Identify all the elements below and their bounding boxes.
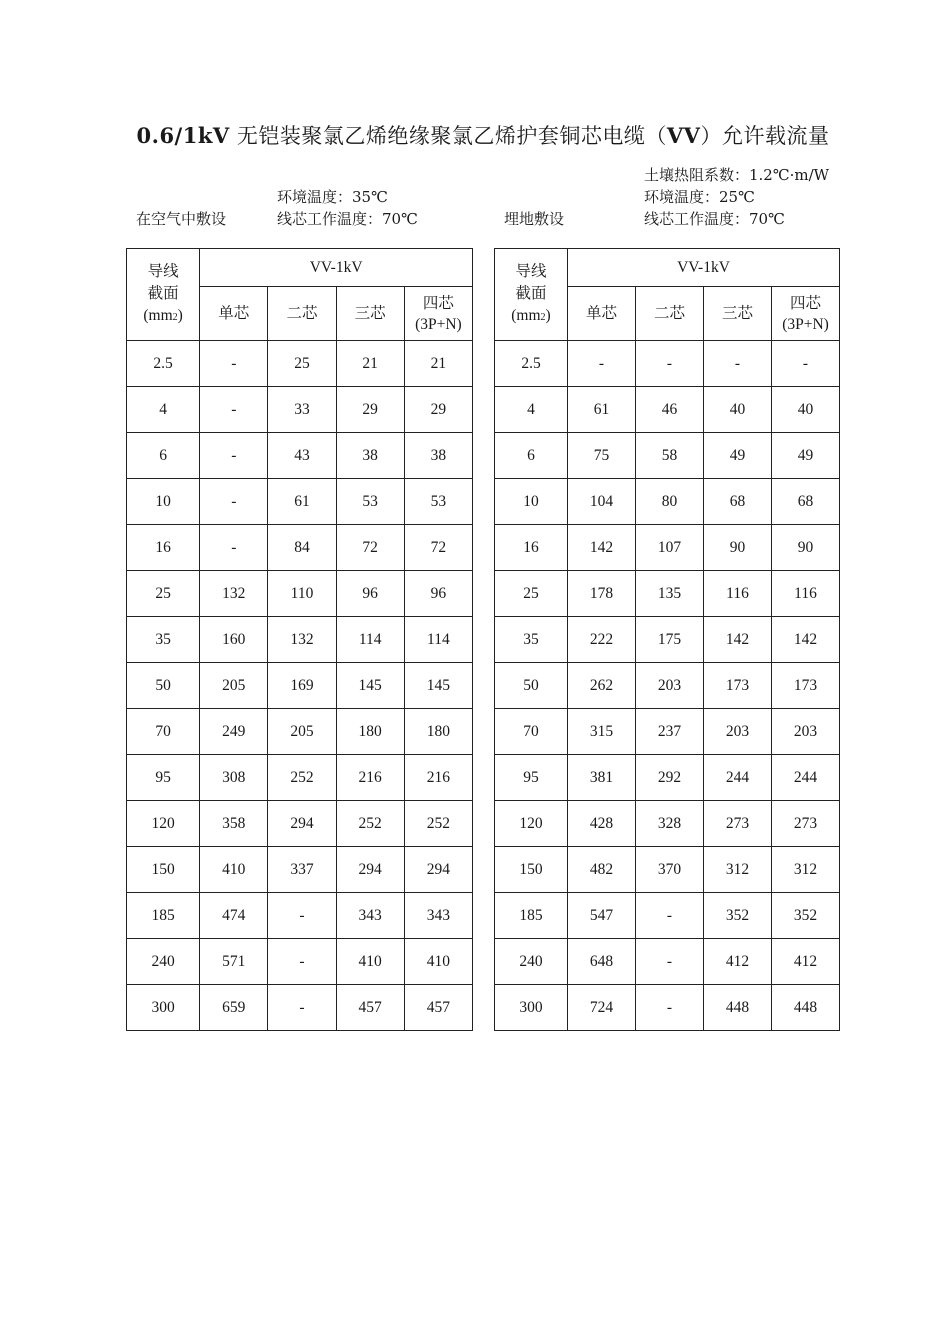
ampacity-cell: 104 [568, 479, 636, 525]
ampacity-cell: 29 [336, 387, 404, 433]
ampacity-cell: 29 [404, 387, 472, 433]
ampacity-cell: 142 [568, 525, 636, 571]
ampacity-cell: 68 [772, 479, 840, 525]
ampacity-cell: 175 [636, 617, 704, 663]
ampacity-cell: - [636, 341, 704, 387]
size-cell: 120 [127, 801, 200, 847]
ampacity-cell: 244 [772, 755, 840, 801]
size-cell: 240 [495, 939, 568, 985]
ampacity-cell: 252 [404, 801, 472, 847]
ampacity-cell: 145 [336, 663, 404, 709]
ampacity-cell: 43 [268, 433, 336, 479]
ampacity-cell: 90 [772, 525, 840, 571]
ground-core-temp: 线芯工作温度：70℃ [644, 210, 785, 228]
ampacity-cell: 292 [636, 755, 704, 801]
ampacity-cell: 80 [636, 479, 704, 525]
ampacity-cell: - [200, 525, 268, 571]
ampacity-cell: 46 [636, 387, 704, 433]
ampacity-cell: 203 [772, 709, 840, 755]
ampacity-cell: 337 [268, 847, 336, 893]
table-row [495, 755, 840, 801]
size-cell: 4 [495, 387, 568, 433]
size-cell: 16 [495, 525, 568, 571]
ampacity-cell: 68 [704, 479, 772, 525]
ampacity-cell: 312 [772, 847, 840, 893]
ampacity-cell: 448 [704, 985, 772, 1031]
ground-table-body [495, 341, 840, 1031]
ampacity-cell: 216 [404, 755, 472, 801]
ampacity-cell: - [200, 479, 268, 525]
table-row [495, 939, 840, 985]
title-text: 无铠装聚氯乙烯绝缘聚氯乙烯护套铜芯电缆（ [229, 124, 667, 148]
air-table-body [127, 341, 473, 1031]
ampacity-cell: 114 [404, 617, 472, 663]
ampacity-cell: 180 [404, 709, 472, 755]
ampacity-cell: 410 [200, 847, 268, 893]
ground-method-label: 埋地敷设 [504, 210, 565, 228]
table-row [495, 479, 840, 525]
size-cell: 35 [127, 617, 200, 663]
ampacity-cell: 410 [336, 939, 404, 985]
ampacity-cell: 205 [200, 663, 268, 709]
ampacity-cell: 457 [404, 985, 472, 1031]
ampacity-cell: 343 [404, 893, 472, 939]
ampacity-cell: - [704, 341, 772, 387]
size-header: 导线 截面 (mm2) [495, 249, 568, 341]
ampacity-cell: 273 [772, 801, 840, 847]
ampacity-cell: 659 [200, 985, 268, 1031]
single-core-header: 单芯 [200, 287, 268, 341]
size-cell: 185 [127, 893, 200, 939]
ampacity-cell: 315 [568, 709, 636, 755]
size-header: 导线 截面 (mm2) [127, 249, 200, 341]
ampacity-cell: - [636, 939, 704, 985]
size-cell: 95 [495, 755, 568, 801]
ampacity-cell: 145 [404, 663, 472, 709]
size-cell: 35 [495, 617, 568, 663]
size-cell: 4 [127, 387, 200, 433]
ampacity-cell: 53 [404, 479, 472, 525]
ampacity-cell: 58 [636, 433, 704, 479]
ampacity-cell: - [636, 893, 704, 939]
table-row [127, 525, 473, 571]
ampacity-cell: 38 [336, 433, 404, 479]
table-row [127, 617, 473, 663]
air-method-label: 在空气中敷设 [136, 210, 227, 228]
size-cell: 10 [495, 479, 568, 525]
title-voltage: 0.6/1kV [136, 123, 230, 148]
size-cell: 25 [495, 571, 568, 617]
table-row [495, 893, 840, 939]
ampacity-cell: 142 [704, 617, 772, 663]
title-suffix: ）允许载流量 [700, 124, 830, 148]
ampacity-cell: 262 [568, 663, 636, 709]
ampacity-cell: 428 [568, 801, 636, 847]
ampacity-cell: 412 [772, 939, 840, 985]
table-row [495, 525, 840, 571]
table-row [495, 341, 840, 387]
ampacity-cell: 294 [404, 847, 472, 893]
ampacity-cell: 169 [268, 663, 336, 709]
air-ambient-temp: 环境温度：35℃ [277, 188, 388, 206]
ampacity-cell: 132 [268, 617, 336, 663]
table-row [495, 985, 840, 1031]
ground-thermal-resistivity: 土壤热阻系数：1.2℃·m/W [644, 166, 830, 184]
single-core-header: 单芯 [568, 287, 636, 341]
ampacity-cell: 160 [200, 617, 268, 663]
table-row [127, 341, 473, 387]
ampacity-cell: 216 [336, 755, 404, 801]
ampacity-cell: 724 [568, 985, 636, 1031]
ampacity-cell: 252 [336, 801, 404, 847]
table-row [127, 571, 473, 617]
size-cell: 120 [495, 801, 568, 847]
ampacity-cell: 90 [704, 525, 772, 571]
ampacity-cell: 312 [704, 847, 772, 893]
table-row [127, 755, 473, 801]
ampacity-cell: - [268, 939, 336, 985]
table-row [127, 663, 473, 709]
four-core-header: 四芯 (3P+N) [404, 287, 472, 341]
ampacity-cell: 412 [704, 939, 772, 985]
ampacity-cell: 142 [772, 617, 840, 663]
ampacity-cell: 222 [568, 617, 636, 663]
table-row [127, 893, 473, 939]
ampacity-cell: 40 [772, 387, 840, 433]
ampacity-cell: - [568, 341, 636, 387]
ampacity-cell: 294 [336, 847, 404, 893]
ampacity-cell: 244 [704, 755, 772, 801]
ampacity-cell: 53 [336, 479, 404, 525]
size-cell: 300 [127, 985, 200, 1031]
table-row [495, 571, 840, 617]
ampacity-cell: 135 [636, 571, 704, 617]
ampacity-cell: 72 [336, 525, 404, 571]
ampacity-cell: 107 [636, 525, 704, 571]
ampacity-cell: 96 [336, 571, 404, 617]
ampacity-cell: 457 [336, 985, 404, 1031]
ampacity-cell: 173 [704, 663, 772, 709]
ampacity-cell: 132 [200, 571, 268, 617]
ampacity-cell: 448 [772, 985, 840, 1031]
size-cell: 6 [495, 433, 568, 479]
page-title [0, 120, 950, 150]
ampacity-cell: 547 [568, 893, 636, 939]
cable-type-header: VV-1kV [568, 249, 840, 287]
table-row [495, 617, 840, 663]
ampacity-cell: 294 [268, 801, 336, 847]
table-row [127, 387, 473, 433]
ampacity-cell: 370 [636, 847, 704, 893]
ampacity-cell: - [200, 433, 268, 479]
title-vv: VV [666, 123, 701, 148]
ampacity-cell: 61 [568, 387, 636, 433]
ampacity-cell: 237 [636, 709, 704, 755]
ampacity-cell: 482 [568, 847, 636, 893]
ampacity-cell: 21 [336, 341, 404, 387]
size-cell: 2.5 [495, 341, 568, 387]
size-cell: 25 [127, 571, 200, 617]
air-core-temp: 线芯工作温度：70℃ [277, 210, 418, 228]
table-row [127, 847, 473, 893]
two-core-header: 二芯 [268, 287, 336, 341]
ampacity-cell: 38 [404, 433, 472, 479]
table-row [127, 985, 473, 1031]
table-row [495, 433, 840, 479]
ampacity-cell: 352 [772, 893, 840, 939]
air-ampacity-table [126, 248, 473, 1031]
size-cell: 150 [495, 847, 568, 893]
three-core-header: 三芯 [704, 287, 772, 341]
ampacity-cell: 328 [636, 801, 704, 847]
ampacity-cell: 358 [200, 801, 268, 847]
table-row [127, 433, 473, 479]
ampacity-cell: 114 [336, 617, 404, 663]
ampacity-cell: - [268, 893, 336, 939]
table-row [127, 479, 473, 525]
ampacity-cell: 49 [704, 433, 772, 479]
ampacity-cell: 352 [704, 893, 772, 939]
size-cell: 240 [127, 939, 200, 985]
ampacity-cell: 252 [268, 755, 336, 801]
ampacity-cell: 203 [704, 709, 772, 755]
ampacity-cell: 308 [200, 755, 268, 801]
ampacity-cell: - [772, 341, 840, 387]
size-cell: 6 [127, 433, 200, 479]
cable-type-header: VV-1kV [200, 249, 473, 287]
ampacity-cell: 72 [404, 525, 472, 571]
ground-ampacity-table [494, 248, 840, 1031]
ampacity-cell: 178 [568, 571, 636, 617]
ampacity-cell: 173 [772, 663, 840, 709]
size-cell: 50 [495, 663, 568, 709]
size-cell: 50 [127, 663, 200, 709]
table-row [127, 801, 473, 847]
ampacity-cell: - [268, 985, 336, 1031]
table-row [495, 663, 840, 709]
size-cell: 70 [127, 709, 200, 755]
ampacity-cell: 110 [268, 571, 336, 617]
table-row [127, 709, 473, 755]
ampacity-cell: 571 [200, 939, 268, 985]
size-cell: 70 [495, 709, 568, 755]
size-cell: 95 [127, 755, 200, 801]
table-row [127, 939, 473, 985]
ampacity-cell: 205 [268, 709, 336, 755]
ampacity-cell: 474 [200, 893, 268, 939]
ampacity-cell: 33 [268, 387, 336, 433]
ampacity-cell: 61 [268, 479, 336, 525]
ampacity-cell: 116 [772, 571, 840, 617]
ampacity-cell: 116 [704, 571, 772, 617]
size-cell: 185 [495, 893, 568, 939]
ampacity-cell: 249 [200, 709, 268, 755]
ampacity-cell: 40 [704, 387, 772, 433]
ampacity-cell: 21 [404, 341, 472, 387]
table-row [495, 847, 840, 893]
ampacity-cell: 273 [704, 801, 772, 847]
ampacity-cell: 343 [336, 893, 404, 939]
size-cell: 300 [495, 985, 568, 1031]
ampacity-cell: 648 [568, 939, 636, 985]
size-cell: 2.5 [127, 341, 200, 387]
ampacity-cell: 84 [268, 525, 336, 571]
ampacity-cell: 49 [772, 433, 840, 479]
ampacity-cell: 203 [636, 663, 704, 709]
ground-ambient-temp: 环境温度：25℃ [644, 188, 755, 206]
ampacity-cell: 381 [568, 755, 636, 801]
ampacity-cell: - [200, 341, 268, 387]
ampacity-cell: - [200, 387, 268, 433]
four-core-header: 四芯 (3P+N) [772, 287, 840, 341]
ampacity-cell: 75 [568, 433, 636, 479]
table-row [495, 801, 840, 847]
ampacity-cell: 96 [404, 571, 472, 617]
ampacity-cell: 410 [404, 939, 472, 985]
size-cell: 10 [127, 479, 200, 525]
three-core-header: 三芯 [336, 287, 404, 341]
two-core-header: 二芯 [636, 287, 704, 341]
table-row [495, 709, 840, 755]
ampacity-cell: - [636, 985, 704, 1031]
size-cell: 150 [127, 847, 200, 893]
ampacity-cell: 25 [268, 341, 336, 387]
size-cell: 16 [127, 525, 200, 571]
ampacity-cell: 180 [336, 709, 404, 755]
table-row [495, 387, 840, 433]
